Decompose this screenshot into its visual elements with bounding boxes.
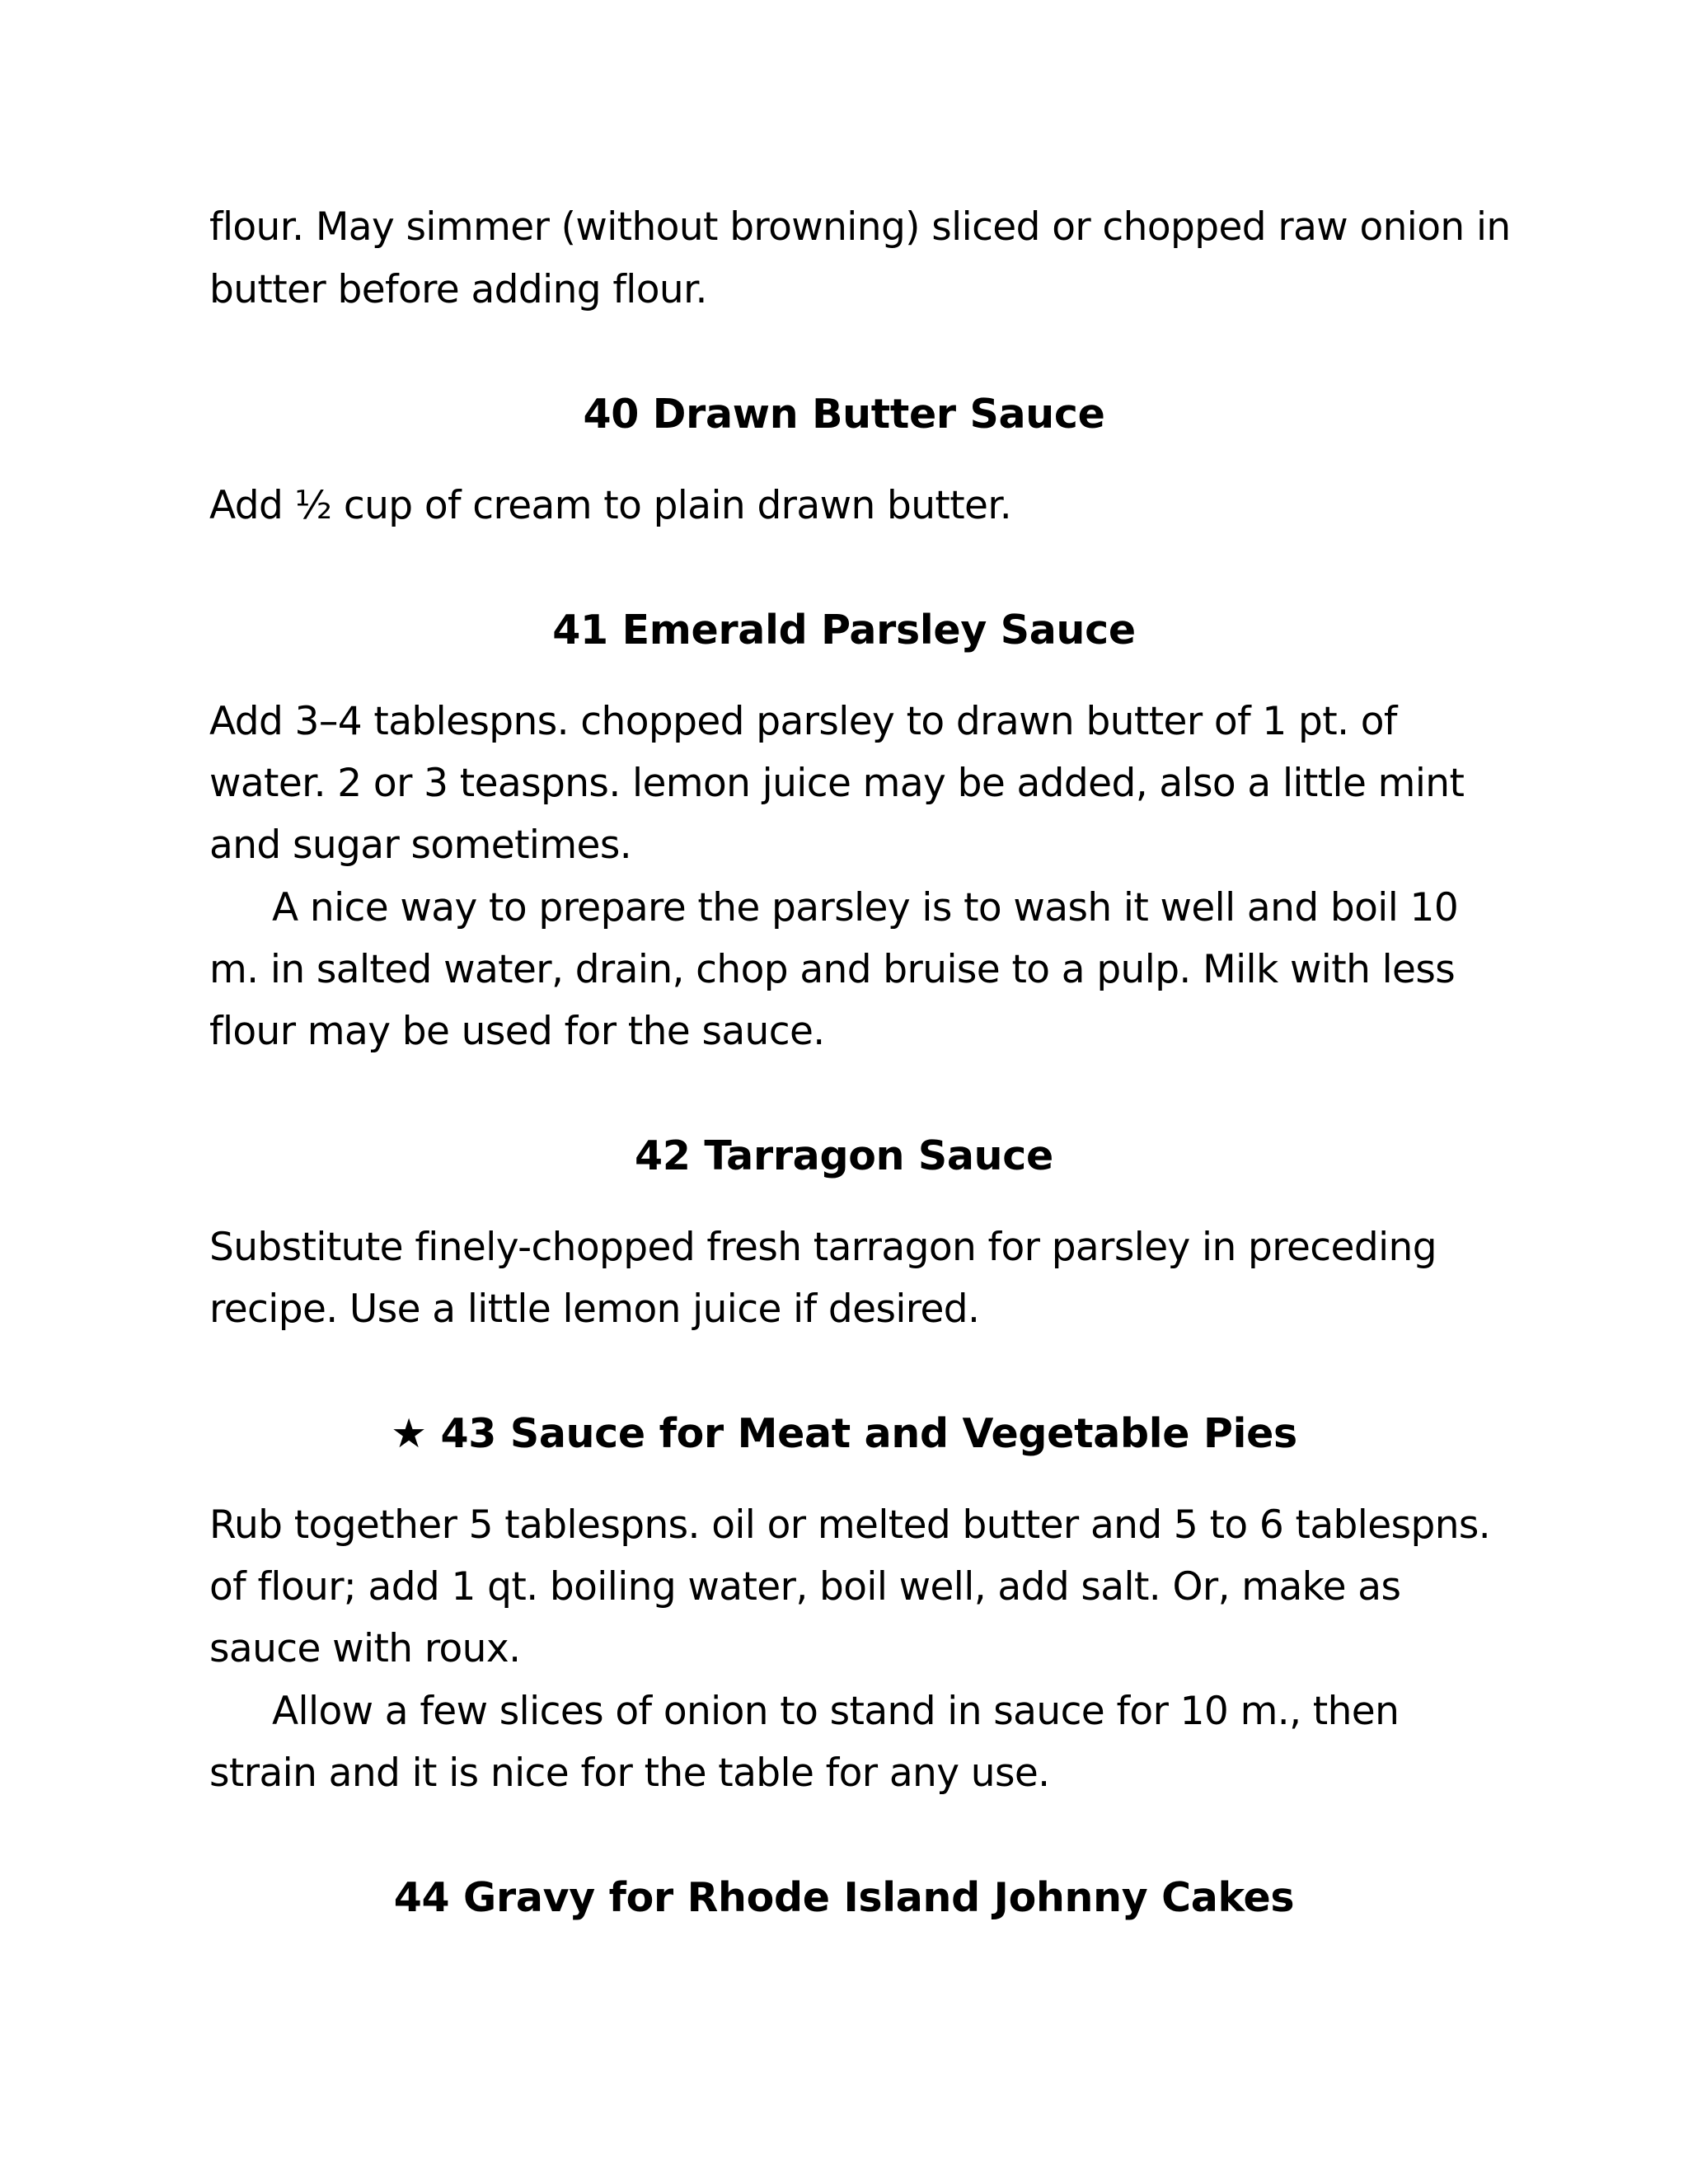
recipe-text-line: sauce with roux. xyxy=(209,1626,521,1671)
recipe-text-line: recipe. Use a little lemon juice if desired. xyxy=(209,1286,980,1332)
recipe-text-line: A nice way to prepare the parsley is to wash it well and boil 10 xyxy=(272,885,1459,930)
recipe-title: 42 Tarragon Sauce xyxy=(635,1132,1053,1179)
recipe-text-line: Add 3–4 tablespns. chopped parsley to drawn butter of 1 pt. of xyxy=(209,699,1397,744)
recipe-text-line: strain and it is nice for the table for any use. xyxy=(209,1750,1050,1796)
recipe-text-line: Add ½ cup of cream to plain drawn butter. xyxy=(209,483,1012,528)
recipe-title: 40 Drawn Butter Sauce xyxy=(583,391,1105,438)
recipe-text-line: flour may be used for the sauce. xyxy=(209,1009,825,1054)
recipe-text-line: Rub together 5 tablespns. oil or melted butter and 5 to 6 tablespns. xyxy=(209,1502,1491,1548)
intro-line: butter before adding flour. xyxy=(209,267,707,312)
recipe-text-line: m. in salted water, drain, chop and bruise to a pulp. Milk with less xyxy=(209,947,1456,992)
recipe-title: ★ 43 Sauce for Meat and Vegetable Pies xyxy=(391,1410,1297,1457)
recipe-title: 41 Emerald Parsley Sauce xyxy=(552,607,1136,654)
recipe-text-line: Allow a few slices of onion to stand in sauce for 10 m., then xyxy=(272,1689,1400,1734)
recipe-title: 44 Gravy for Rhode Island Johnny Cakes xyxy=(393,1874,1295,1921)
recipe-text-line: Substitute finely-chopped fresh tarragon for parsley in preceding xyxy=(209,1225,1437,1270)
intro-line: flour. May simmer (without browning) sliced or chopped raw onion in xyxy=(209,204,1511,250)
recipe-text-line: water. 2 or 3 teaspns. lemon juice may be added, also a little mint xyxy=(209,761,1465,806)
recipe-text-line: and sugar sometimes. xyxy=(209,823,632,868)
recipe-text-line: of flour; add 1 qt. boiling water, boil well, add salt. Or, make as xyxy=(209,1564,1401,1610)
